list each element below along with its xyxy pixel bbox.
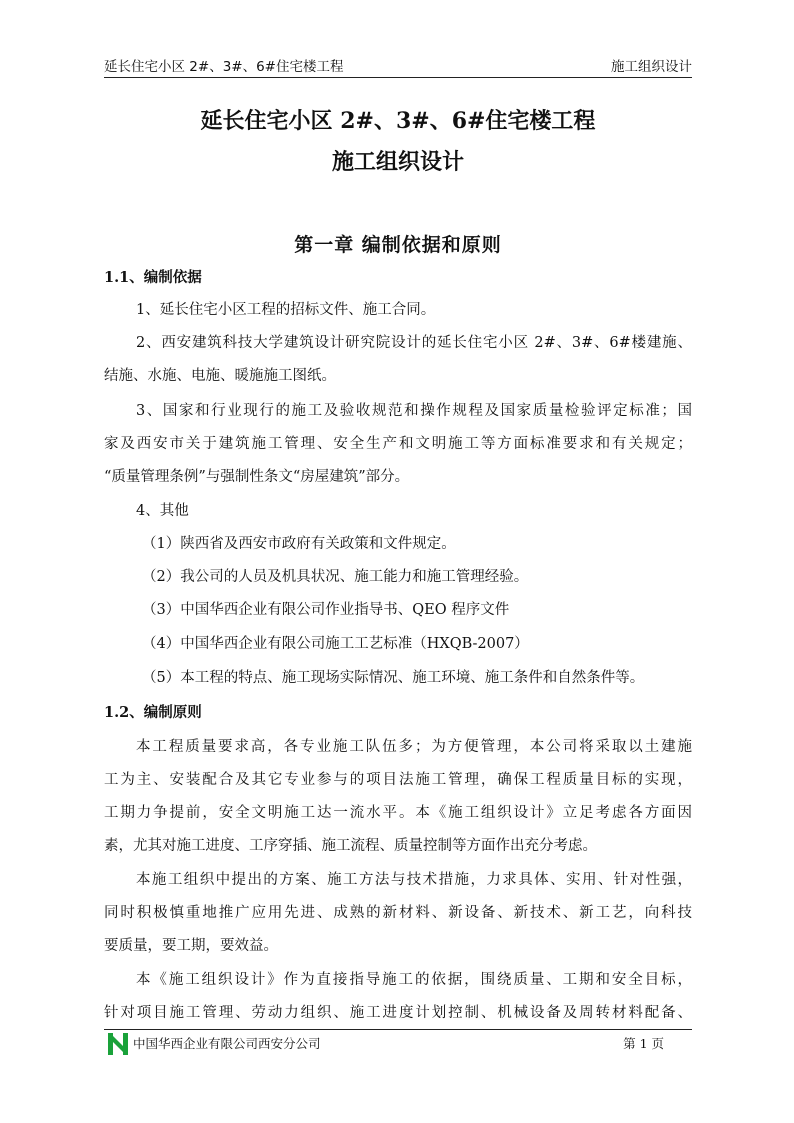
principle-line: 素，尤其对施工进度、工序穿插、施工流程、质量控制等方面作出充分考虑。 [104, 838, 597, 854]
principle-line: 要质量，要工期，要效益。 [104, 938, 278, 954]
principle-line: 本施工组织中提出的方案、施工方法与技术措施，力求具体、实用、针对性强， [136, 872, 692, 888]
basis-item-continued: 家及西安市关于建筑施工管理、安全生产和文明施工等方面标准要求和有关规定； [104, 436, 692, 452]
principle-line: 工期力争提前，安全文明施工达一流水平。本《施工组织设计》立足考虑各方面因 [104, 805, 692, 821]
company-logo-icon [107, 1032, 129, 1056]
basis-item-continued: 结施、水施、电施、暖施施工图纸。 [104, 368, 336, 384]
basis-item: 4、其他 [136, 503, 189, 519]
header-doc-type: 施工组织设计 [611, 59, 692, 75]
header-project-name: 延长住宅小区 2#、3#、6#住宅楼工程 [104, 59, 344, 75]
section-heading-1-1: 1.1、编制依据 [104, 269, 202, 286]
section-heading-1-2: 1.2、编制原则 [104, 704, 202, 721]
basis-item: 3、国家和行业现行的施工及验收规范和操作规程及国家质量检验评定标准；国 [136, 403, 692, 419]
basis-item-continued: “质量管理条例”与强制性条文“房屋建筑”部分。 [104, 469, 410, 485]
basis-subitem: （2）我公司的人员及机具状况、施工能力和施工管理经验。 [142, 569, 529, 585]
document-title: 延长住宅小区 2#、3#、6#住宅楼工程 [200, 108, 596, 134]
basis-subitem: （4）中国华西企业有限公司施工工艺标准（HXQB-2007） [142, 636, 529, 652]
principle-line: 本《施工组织设计》作为直接指导施工的依据，围绕质量、工期和安全目标， [136, 972, 692, 988]
basis-subitem: （3）中国华西企业有限公司作业指导书、QEO 程序文件 [142, 602, 510, 618]
principle-line: 同时积极慎重地推广应用先进、成熟的新材料、新设备、新技术、新工艺，向科技 [104, 905, 692, 921]
principle-line: 本工程质量要求高，各专业施工队伍多；为方便管理，本公司将采取以土建施 [136, 739, 692, 755]
footer-divider [104, 1029, 692, 1030]
chapter-heading: 第一章 编制依据和原则 [294, 234, 502, 256]
principle-line: 针对项目施工管理、劳动力组织、施工进度计划控制、机械设备及周转材料配备、 [104, 1005, 692, 1021]
page-number: 第 1 页 [623, 1036, 664, 1051]
document-subtitle: 施工组织设计 [331, 149, 464, 175]
basis-item: 2、西安建筑科技大学建筑设计研究院设计的延长住宅小区 2#、3#、6#楼建施、 [136, 335, 692, 351]
basis-item: 1、延长住宅小区工程的招标文件、施工合同。 [136, 302, 436, 318]
page-header [104, 55, 692, 77]
principle-line: 工为主、安装配合及其它专业参与的项目法施工管理，确保工程质量目标的实现， [104, 772, 692, 788]
footer-company-name: 中国华西企业有限公司西安分公司 [133, 1036, 321, 1051]
header-divider [104, 77, 692, 78]
basis-subitem: （1）陕西省及西安市政府有关政策和文件规定。 [142, 536, 456, 552]
basis-subitem: （5）本工程的特点、施工现场实际情况、施工环境、施工条件和自然条件等。 [142, 670, 645, 686]
